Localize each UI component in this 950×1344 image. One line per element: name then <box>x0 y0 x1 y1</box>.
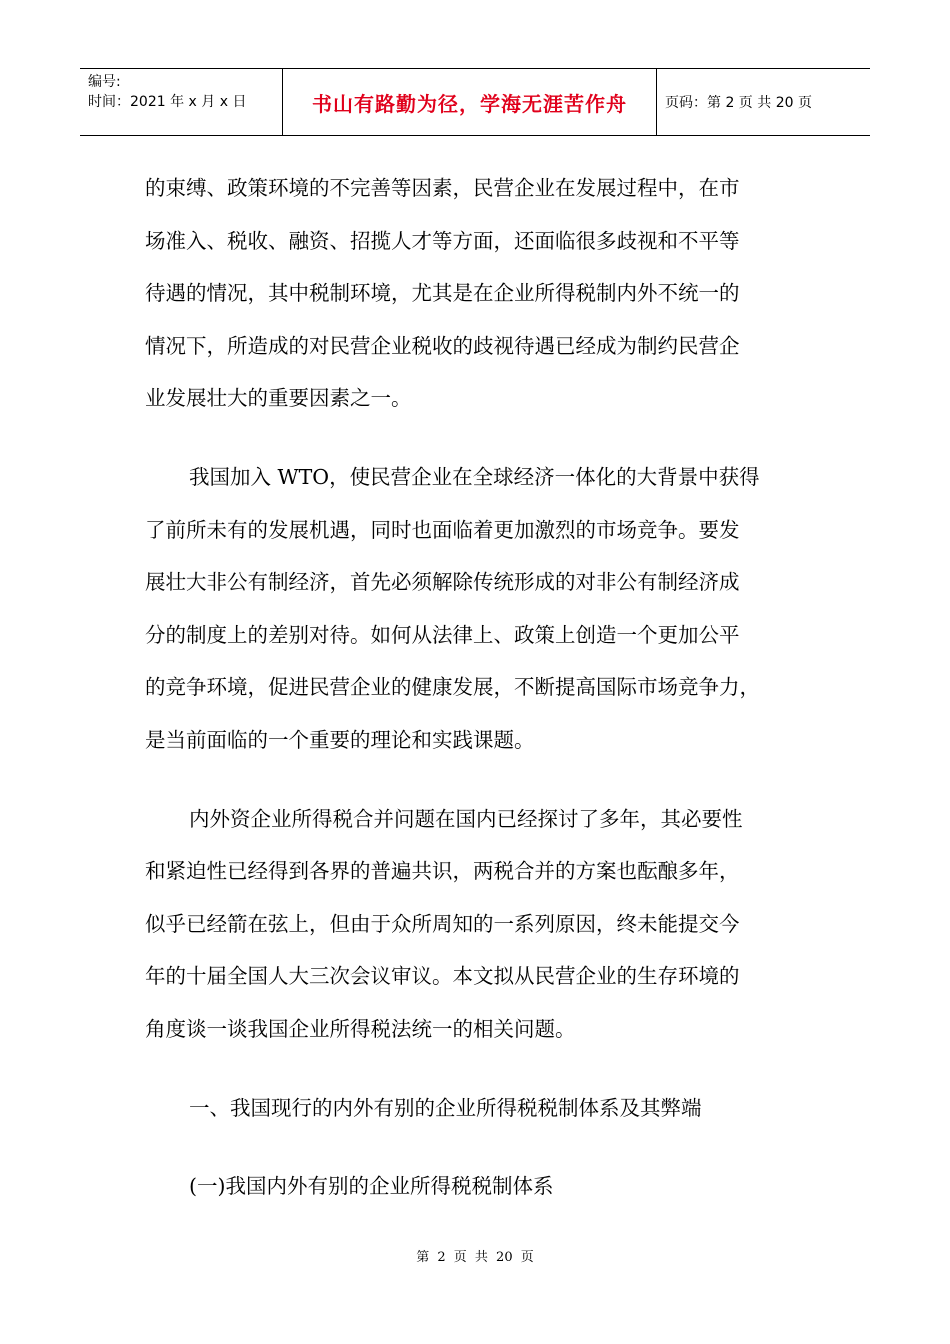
header-table <box>80 68 870 136</box>
paragraph-1 <box>145 162 800 425</box>
text-line: 待遇的情况，其中税制环境，尤其是在企业所得税制内外不统一的 <box>145 281 740 306</box>
text-line: 的束缚、政策环境的不完善等因素，民营企业在发展过程中，在市 <box>145 176 740 200</box>
section-heading-2 <box>145 1160 800 1213</box>
document-number-label: 编号: <box>88 74 121 90</box>
heading-text: 一、我国现行的内外有别的企业所得税税制体系及其弊端 <box>189 1095 702 1120</box>
text-line: 分的制度上的差别对待。如何从法律上、政策上创造一个更加公平 <box>145 622 740 647</box>
text-line: 展壮大非公有制经济，首先必须解除传统形成的对非公有制经济成 <box>145 570 740 595</box>
text-line: 和紧迫性已经得到各界的普遍共识，两税合并的方案也酝酿多年， <box>145 859 740 884</box>
text-line: 业发展壮大的重要因素之一。 <box>145 386 412 411</box>
document-time-label: 时间：2021 年 x 月 x 日 <box>88 94 247 110</box>
heading-text: (一)我国内外有别的企业所得税税制体系 <box>189 1174 554 1199</box>
text-line: 似乎已经箭在弦上，但由于众所周知的一系列原因，终未能提交今 <box>145 911 740 936</box>
paragraph-2 <box>145 451 800 767</box>
text-line: 我国加入 WTO，使民营企业在全球经济一体化的大背景中获得 <box>189 464 760 489</box>
text-line: 情况下，所造成的对民营企业税收的歧视待遇已经成为制约民营企 <box>145 333 740 358</box>
text-line: 的竞争环境，促进民营企业的健康发展，不断提高国际市场竞争力， <box>145 675 760 700</box>
header-page-info: 页码：第 2 页 共 20 页 <box>665 95 812 111</box>
section-heading-1 <box>145 1082 800 1135</box>
header-meta-cell <box>80 69 283 135</box>
page-footer: 第 2 页 共 20 页 <box>416 1250 534 1265</box>
text-line: 内外资企业所得税合并问题在国内已经探讨了多年，其必要性 <box>189 806 743 831</box>
text-line: 年的十届全国人大三次会议审议。本文拟从民营企业的生存环境的 <box>145 964 740 989</box>
header-motto: 书山有路勤为径，学海无涯苦作舟 <box>283 69 657 135</box>
document-body <box>145 162 800 1239</box>
text-line: 角度谈一谈我国企业所得税法统一的相关问题。 <box>145 1016 576 1041</box>
paragraph-3 <box>145 793 800 1056</box>
text-line: 场准入、税收、融资、招揽人才等方面，还面临很多歧视和不平等 <box>145 228 740 253</box>
text-line: 了前所未有的发展机遇，同时也面临着更加激烈的市场竞争。要发 <box>145 517 740 542</box>
text-line: 是当前面临的一个重要的理论和实践课题。 <box>145 727 535 752</box>
